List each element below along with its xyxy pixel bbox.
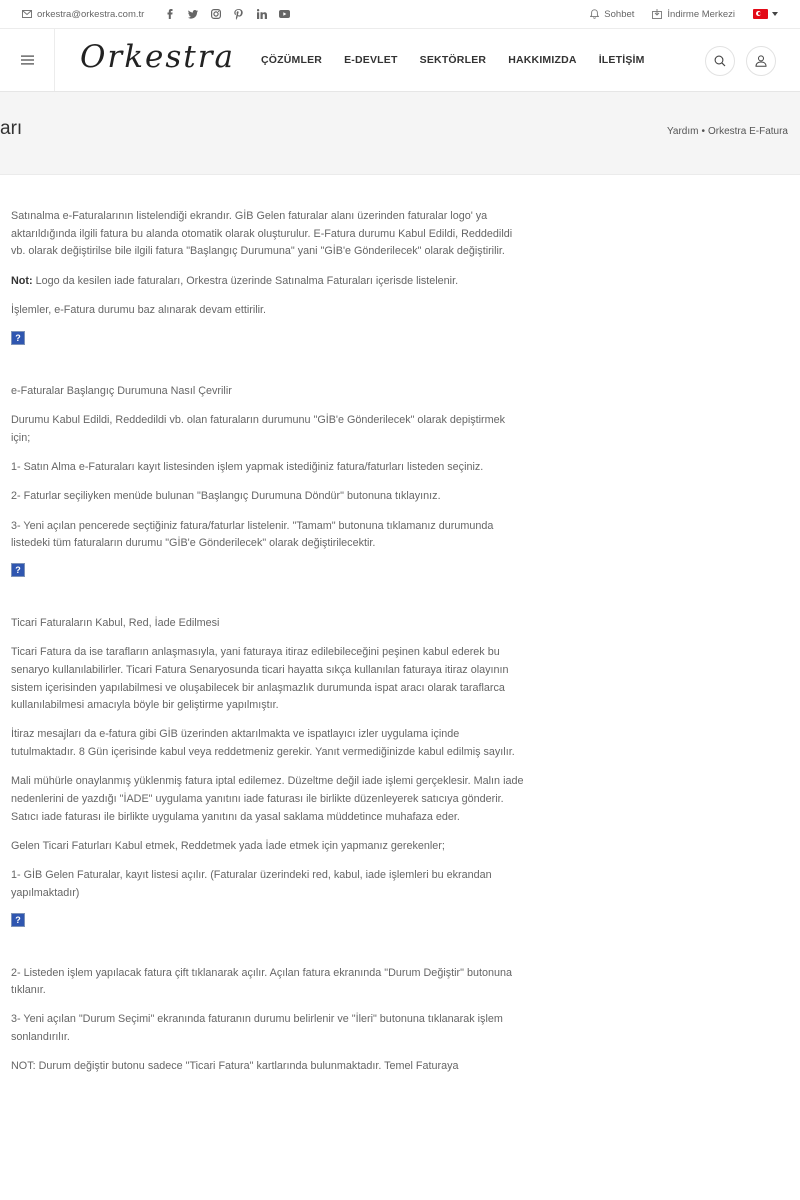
download-center-label: İndirme Merkezi <box>667 8 735 20</box>
section-heading: Ticari Faturaların Kabul, Red, İade Edilmesi <box>11 616 220 629</box>
step-item: 2- Faturlar seçiliyken menüde bulunan "Başlangıç Durumuna Döndür" butonuna tıklayınız. <box>11 490 441 503</box>
page-title-band <box>0 92 800 175</box>
hamburger-icon <box>21 55 34 65</box>
user-icon <box>755 55 767 67</box>
envelope-icon <box>22 10 32 18</box>
broken-image-icon: ? <box>11 563 25 577</box>
linkedin-icon[interactable] <box>250 7 273 21</box>
step-item: 3- Yeni açılan "Durum Seçimi" ekranında faturanın durumu belirlenir ve "İleri" butonuna tıklanarak işlem sonlandırılır. <box>11 1013 503 1044</box>
nav-item-e-government[interactable]: E-DEVLET <box>344 54 398 66</box>
language-selector[interactable] <box>753 9 778 19</box>
menu-toggle[interactable] <box>0 29 55 91</box>
twitter-icon[interactable] <box>181 7 204 21</box>
paragraph: Satınalma e-Faturalarının listelendiği ekrandır. GİB Gelen faturalar alanı üzerinden faturalar logo' ya aktarıldığında ilgili fatura bu alanda otomatik olarak oluşturulur. E-Fatura durumu Kabul Edildi, Reddedildi vb. olarak değiştirilse bile ilgili fatura "Başlangıç Durumuna" yani "GİB'e Gönderilecek" olarak değiştirilir. <box>11 210 513 258</box>
paragraph: Mali mühürle onaylanmış yüklenmiş fatura iptal edilemez. Düzeltme değil iade işlemi gerçeklesir. Malın iade nedenlerini de yazdığı "İADE" uygulama yanıtını iade faturası ile birlikte düzenleyerek satıcıya gönderir. Satıcı iade faturası ile birlikte uygulama yanıtını da yasal saklama müddetince muhafaza eder. <box>11 775 524 823</box>
top-bar <box>0 0 800 29</box>
section-heading: e-Faturalar Başlangıç Durumuna Nasıl Çevrilir <box>11 385 232 398</box>
email-link[interactable] <box>22 9 144 20</box>
breadcrumb-separator: • <box>701 126 705 137</box>
account-button[interactable] <box>746 46 776 76</box>
pinterest-icon[interactable] <box>227 7 250 21</box>
breadcrumb-item-help[interactable]: Yardım <box>666 126 699 137</box>
paragraph: İşlemler, e-Fatura durumu baz alınarak devam ettirilir. <box>11 303 267 316</box>
step-item: 1- Satın Alma e-Faturaları kayıt listesinden işlem yapmak istediğiniz fatura/faturları listeden seçiniz. <box>11 461 484 474</box>
paragraph: İtiraz mesajları da e-fatura gibi GİB üzerinden aktarılmakta ve ispatlayıcı izler uygulama içinde tutulmaktadır. 8 Gün içerisinde kabul veya reddetmeniz gerekir. Yanıt vermediğinizde kabul edilmiş sayılır. <box>11 728 515 759</box>
caret-down-icon <box>772 12 778 16</box>
main-nav <box>250 29 656 91</box>
search-button[interactable] <box>705 46 735 76</box>
turkey-flag-icon <box>753 9 768 19</box>
nav-item-about[interactable]: HAKKIMIZDA <box>508 54 577 66</box>
youtube-icon[interactable] <box>273 7 296 21</box>
note-label: Not: <box>11 274 33 287</box>
chat-link[interactable] <box>590 9 634 20</box>
broken-image-icon: ? <box>11 913 25 927</box>
social-links <box>158 7 296 21</box>
instagram-icon[interactable] <box>204 7 227 21</box>
paragraph: Gelen Ticari Faturları Kabul etmek, Reddetmek yada İade etmek için yapmanız gerekenler; <box>11 839 445 852</box>
article-content <box>11 208 527 1088</box>
nav-item-solutions[interactable]: ÇÖZÜMLER <box>261 54 323 66</box>
breadcrumb-item-current: Orkestra E-Fatura <box>707 126 788 137</box>
bell-icon <box>590 9 599 19</box>
breadcrumb <box>667 126 788 137</box>
note-text: Logo da kesilen iade faturaları, Orkestra üzerinde Satınalma Faturaları içerisde listelenir. <box>32 274 459 287</box>
page-title: arı <box>0 118 23 139</box>
note-paragraph <box>11 273 527 291</box>
step-item: 2- Listeden işlem yapılacak fatura çift tıklanarak açılır. Açılan fatura ekranında "Durum Değiştir" butonuna tıklanır. <box>11 966 512 997</box>
download-icon <box>652 9 662 19</box>
step-item: 3- Yeni açılan pencerede seçtiğiniz fatura/faturlar listelenir. "Tamam" butonuna tıklamanız durumunda listedeki tüm faturaların durumu "GİB'e Gönderilecek" olarak değiştirilecektir. <box>11 519 494 550</box>
top-bar-right <box>590 0 800 28</box>
download-center-link[interactable] <box>652 9 735 20</box>
main-header <box>0 29 800 92</box>
chat-label: Sohbet <box>604 8 635 20</box>
logo[interactable]: Orkestra <box>80 39 236 75</box>
paragraph: Durumu Kabul Edildi, Reddedildi vb. olan faturaların durumunu "GİB'e Gönderilecek" olarak depiştirmek için; <box>11 414 506 444</box>
nav-item-contact[interactable]: İLETİŞİM <box>598 54 645 66</box>
search-icon <box>714 55 726 67</box>
facebook-icon[interactable] <box>158 7 181 21</box>
broken-image-icon: ? <box>11 331 25 345</box>
paragraph: NOT: Durum değiştir butonu sadece "Ticari Fatura" kartlarında bulunmaktadır. Temel Faturaya <box>11 1060 459 1073</box>
step-item: 1- GİB Gelen Faturalar, kayıt listesi açılır. (Faturalar üzerindeki red, kabul, iade işlemleri bu ekrandan yapılmaktadır) <box>11 869 492 899</box>
email-text: orkestra@orkestra.com.tr <box>37 8 145 20</box>
nav-item-sectors[interactable]: SEKTÖRLER <box>419 54 487 66</box>
paragraph: Ticari Fatura da ise tarafların anlaşmasıyla, yani faturaya itiraz edilebileceğini peşinen kabul ederek bu senaryo kullanılabilirler. Ticari Fatura Senaryosunda ticari hayatta sıkça kullanılan faturaya itiraz olayının sistem içerisinden yapılabilmesi ve oluşabilecek bir anlaşmazlık durumunda ispat aracı olarak taraflarca kullanılabilmesi amacıyla böyle bir geliştirme yapılmıştır. <box>11 646 509 712</box>
